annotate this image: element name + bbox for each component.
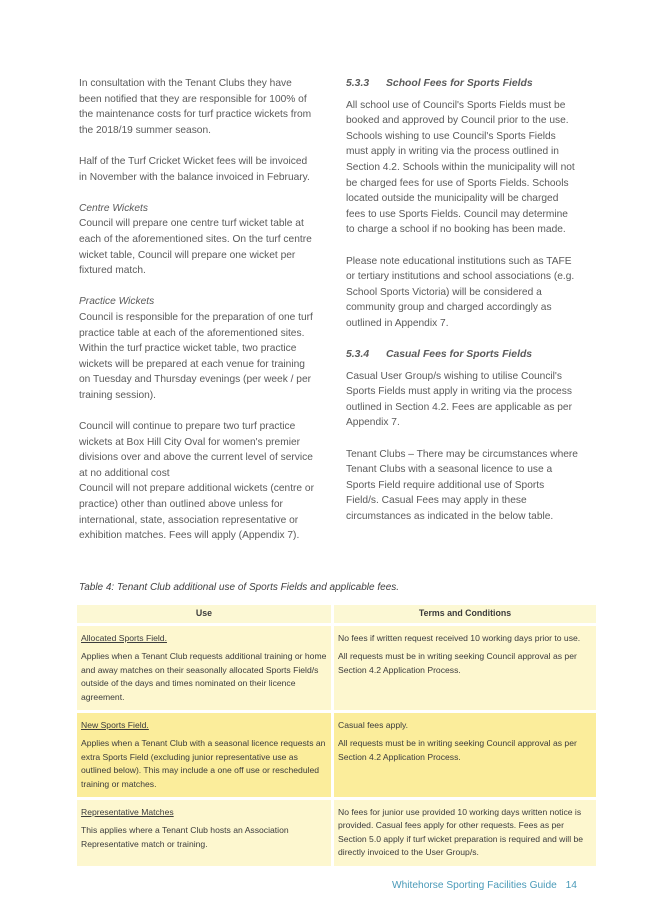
left-column — [79, 76, 315, 559]
use-title: Allocated Sports Field. — [81, 633, 167, 643]
terms-text: Casual fees apply. — [338, 720, 409, 731]
use-title: Representative Matches — [81, 807, 174, 818]
paragraph: Tenant Clubs – There may be circumstances where Tenant Clubs with a seasonal licence to use a Sports Field require additional use of Sports Field/s. Casual Fees may apply in these circumstances as indicated in the below table. — [346, 448, 578, 523]
section-subheading: Practice Wickets — [79, 296, 155, 308]
table-caption: Table 4: Tenant Club additional use of Sports Fields and applicable fees. — [79, 582, 400, 593]
use-cell — [77, 626, 331, 710]
section-title: School Fees for Sports Fields — [386, 78, 533, 89]
paragraph: Council will continue to prepare two turf practice wickets at Box Hill City Oval for women's premier divisions over and above the current level of service at no additional cost — [79, 421, 313, 479]
use-description: Applies when a Tenant Club with a seasonal licence requests an extra Sports Field (excluding junior representative use as outlined below). This may include a one off use or rescheduled training or matches. — [81, 738, 326, 789]
terms-text: No fees if written request received 10 working days prior to use. — [338, 633, 581, 643]
terms-cell — [334, 713, 596, 797]
column-header-terms: Terms and Conditions — [334, 605, 596, 623]
paragraph: Please note educational institutions such as TAFE or tertiary institutions and school associations (e.g. School Sports Victoria) will be considered a community group and charged accordingly as outlined in Appendix 7. — [346, 255, 575, 329]
use-description: Applies when a Tenant Club requests additional training or home and away matches on their seasonally allocated Sports Field/s outside of the days and times nominated on their licence agreement. — [81, 651, 327, 702]
use-title: New Sports Field. — [81, 720, 149, 731]
paragraph: Council will prepare one centre turf wicket table at each of the aforementioned sites. On the turf centre wicket table, Council will prepare one wicket per fixtured match. — [79, 218, 312, 277]
practice-wickets-section — [79, 294, 315, 403]
paragraph: Council will not prepare additional wickets (centre or practice) other than outlined above unless for international, state, association representative or exhibition matches. Fees will apply (Appendix 7). — [79, 483, 314, 542]
use-description: This applies where a Tenant Club hosts an Association Representative match or training. — [81, 825, 289, 849]
paragraph: All school use of Council's Sports Fields must be booked and approved by Council prior to the use. Schools wishing to use Council's Sports Fields must apply in writing via the process outlined in Section 4.2. Schools within the municipality will not be charged fees for use of Sports Fields. Schools located outside the municipality will be charged fees to use Sports Fields. Council may determine to charge a school if no booking has been made. — [346, 99, 575, 236]
terms-cell — [334, 800, 596, 866]
use-cell — [77, 800, 331, 866]
terms-text: All requests must be in writing seeking Council approval as per Section 4.2 Application Process. — [338, 738, 577, 762]
section-number: 5.3.4 — [346, 349, 370, 361]
table-row — [77, 626, 596, 710]
section-number: 5.3.3 — [346, 78, 370, 89]
column-header-use: Use — [77, 605, 331, 623]
footer-title: Whitehorse Sporting Facilities Guide — [392, 880, 557, 891]
paragraph: Half of the Turf Cricket Wicket fees will be invoiced in November with the balance invoiced in February. — [79, 155, 310, 183]
paragraph: In consultation with the Tenant Clubs they have been notified that they are responsible for 100% of the maintenance costs for turf practice wickets from the 2018/19 summer season. — [79, 78, 312, 136]
terms-text: No fees for junior use provided 10 working days written notice is provided. Casual fees apply for other requests. Fees as per Section 5.0 apply if turf wicket preparation is required and will be directly invoiced to the User Group/s. — [338, 807, 584, 858]
table-header-row — [77, 605, 596, 623]
section-heading-5-3-3 — [346, 76, 578, 92]
section-subheading: Centre Wickets — [79, 202, 148, 214]
centre-wickets-section — [79, 201, 315, 279]
terms-cell — [334, 626, 596, 710]
section-heading-5-3-4 — [346, 347, 578, 363]
paragraph: Casual User Group/s wishing to utilise Council's Sports Fields must apply in writing via the process outlined in Section 4.2. Fees are applicable as per Appendix 7. — [346, 370, 572, 429]
fees-table — [74, 602, 599, 869]
page-footer — [392, 880, 577, 891]
table-row — [77, 713, 596, 797]
table-row — [77, 800, 596, 866]
page-number: 14 — [565, 880, 577, 891]
right-column — [346, 76, 578, 540]
use-cell — [77, 713, 331, 797]
paragraph: Council is responsible for the preparation of one turf practice table at each of the aforementioned sites. Within the turf practice wicket table, two practice wickets will be prepared at each venue for training on Tuesday and Thursday evenings (per week / per training session). — [79, 311, 313, 401]
section-title: Casual Fees for Sports Fields — [386, 349, 533, 361]
terms-text: All requests must be in writing seeking Council approval as per Section 4.2 Application Process. — [338, 651, 577, 675]
